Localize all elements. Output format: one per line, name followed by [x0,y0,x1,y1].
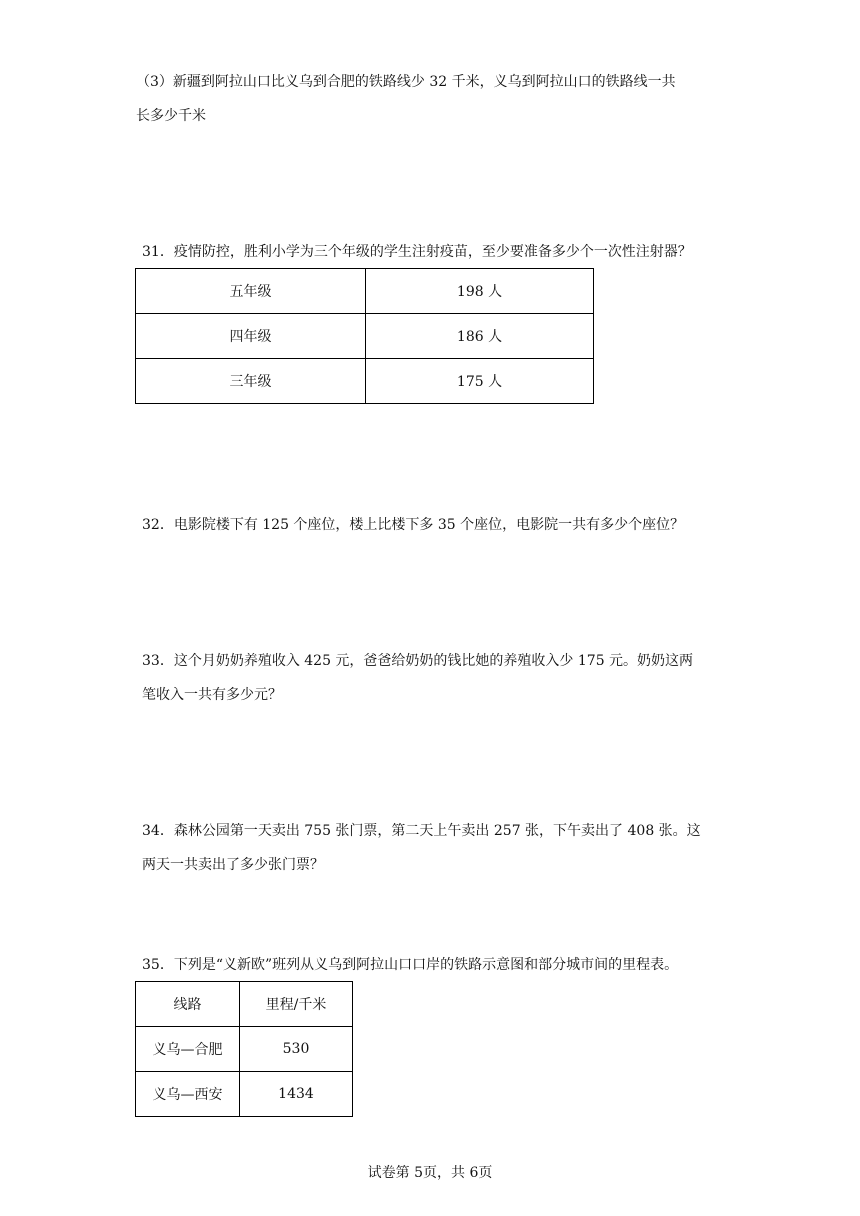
q33-line1: 33．这个月奶奶养殖收入 425 元，爸爸给奶奶的钱比她的养殖收入少 175 元。奶奶这两 [142,653,694,669]
table-row [136,1027,353,1072]
distance-cell: 1434 [240,1072,353,1117]
q34-line2: 两天一共卖出了多少张门票？ [142,857,324,873]
q30-part3-line1: （3）新疆到阿拉山口比义乌到合肥的铁路线少 32 千米，义乌到阿拉山口的铁路线一共 [136,74,676,90]
table-row [136,1072,353,1117]
table-header-row [136,982,353,1027]
grade-cell: 三年级 [136,359,366,404]
q32-text: 32．电影院楼下有 125 个座位，楼上比楼下多 35 个座位，电影院一共有多少个座位？ [142,517,685,533]
q30-part3-line2: 长多少千米 [136,108,206,124]
table-row [136,359,594,404]
grade-cell: 四年级 [136,314,366,359]
grade-cell: 五年级 [136,269,366,314]
q35-text: 35．下列是“义新欧”班列从义乌到阿拉山口口岸的铁路示意图和部分城市间的里程表。 [142,957,679,973]
route-cell: 义乌—合肥 [136,1027,240,1072]
route-cell: 义乌—西安 [136,1072,240,1117]
table-row [136,314,594,359]
q33-line2: 笔收入一共有多少元？ [142,687,282,703]
q35-mileage-table [135,981,353,1117]
count-cell: 198 人 [366,269,594,314]
q34-line1: 34．森林公园第一天卖出 755 张门票，第二天上午卖出 257 张，下午卖出了 408 张。这 [142,823,701,839]
table-row [136,269,594,314]
page-footer: 试卷第 5页，共 6页 [367,1165,493,1181]
count-cell: 175 人 [366,359,594,404]
q31-table [135,268,594,404]
count-cell: 186 人 [366,314,594,359]
distance-header: 里程/千米 [240,982,353,1027]
route-header: 线路 [136,982,240,1027]
distance-cell: 530 [240,1027,353,1072]
q31-text: 31．疫情防控，胜利小学为三个年级的学生注射疫苗，至少要准备多少个一次性注射器？ [142,244,692,260]
